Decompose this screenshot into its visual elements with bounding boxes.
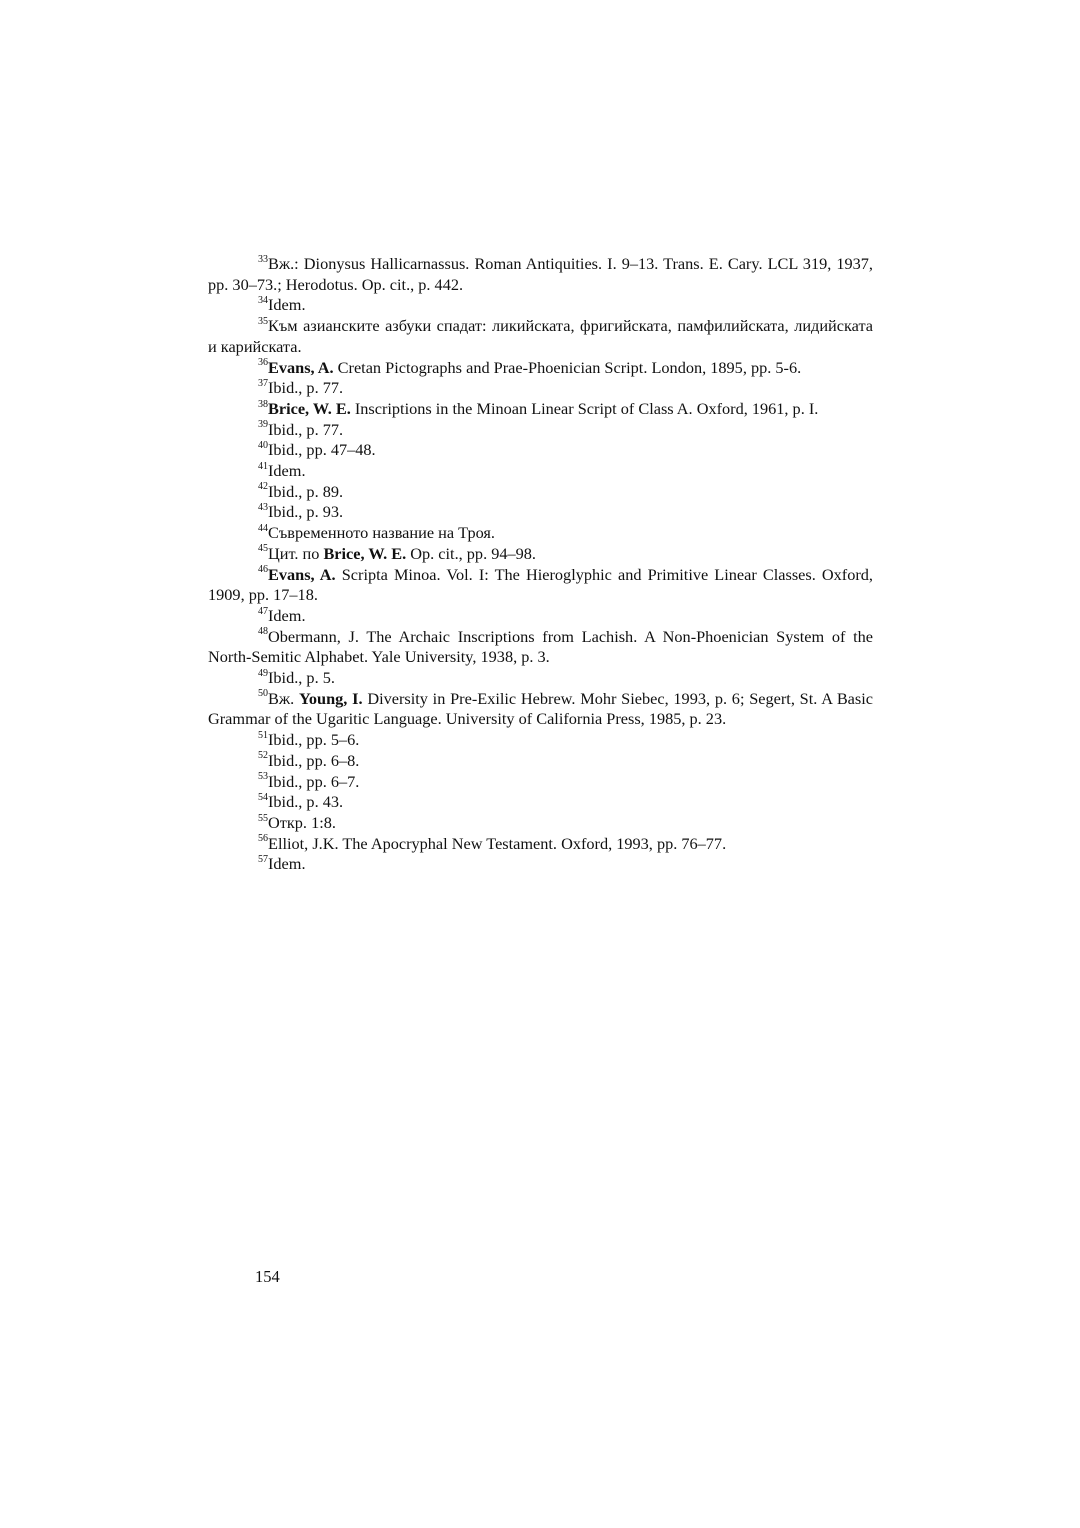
footnote xyxy=(208,378,873,399)
footnote-number: 55 xyxy=(258,812,268,824)
footnote-number: 34 xyxy=(258,294,268,306)
footnote-text: Idem. xyxy=(268,605,306,625)
footnote xyxy=(208,254,873,295)
footnote-text: Ibid., p. 77. xyxy=(268,419,344,439)
footnote-text: Ibid., pp. 6–8. xyxy=(268,750,360,770)
footnote-prefix: Вж.: xyxy=(268,254,304,273)
footnote xyxy=(208,565,873,606)
footnote-author: Evans, A. xyxy=(268,564,336,584)
footnote-number: 40 xyxy=(258,439,268,451)
footnote-text: Ibid., p. 93. xyxy=(268,502,344,522)
footnote-number: 54 xyxy=(258,791,268,803)
footnote-number: 43 xyxy=(258,502,268,514)
footnote xyxy=(208,772,873,793)
footnote-number: 49 xyxy=(258,667,268,679)
footnote-number: 46 xyxy=(258,564,268,576)
footnote-text: Ibid., p. 5. xyxy=(268,668,335,688)
footnote xyxy=(208,854,873,875)
footnote-number: 52 xyxy=(258,750,268,762)
footnote-number: 41 xyxy=(258,460,268,472)
footnote xyxy=(208,668,873,689)
footnote-text: Ibid., p. 43. xyxy=(268,792,344,812)
footnote-number: 56 xyxy=(258,833,268,845)
footnote xyxy=(208,523,873,544)
footnote xyxy=(208,834,873,855)
footnote-text: Idem. xyxy=(268,461,306,481)
footnote xyxy=(208,792,873,813)
footnote xyxy=(208,420,873,441)
footnote xyxy=(208,461,873,482)
footnote-text: Elliot, J.K. The Apocryphal New Testament. Oxford, 1993, pp. 76–77. xyxy=(268,833,727,853)
footnote-number: 44 xyxy=(258,522,268,534)
footnote-author: Brice, W. E. xyxy=(323,543,407,563)
footnote xyxy=(208,358,873,379)
footnote-number: 38 xyxy=(258,398,268,410)
footnote-number: 33 xyxy=(258,253,268,265)
footnote-number: 53 xyxy=(258,771,268,783)
footnote-number: 57 xyxy=(258,853,268,865)
footnote-text: Scripta Minoa. Vol. I: The Hieroglyphic and Primitive Linear Classes. Oxford, 1909, pp. 17–18. xyxy=(208,564,873,605)
footnote-number: 36 xyxy=(258,357,268,369)
footnote-text: Откр. 1:8. xyxy=(268,812,336,832)
footnote-text: Ibid., pp. 6–7. xyxy=(268,771,360,791)
footnote xyxy=(208,751,873,772)
footnote-text: Cretan Pictographs and Prae-Phoenician Script. London, 1895, pp. 5-6. xyxy=(333,357,802,377)
footnote xyxy=(208,544,873,565)
footnote-prefix: Вж. xyxy=(268,688,299,708)
footnote-number: 51 xyxy=(258,729,268,741)
footnote-number: 42 xyxy=(258,481,268,493)
footnote-text: Diversity in Pre-Exilic Hebrew. Mohr Siebec, 1993, p. 6; Segert, St. A Basic Grammar of the Ugaritic Language. University of California Press, 1985, p. 23. xyxy=(208,688,873,729)
footnote-author: Brice, W. E. xyxy=(268,398,351,418)
footnote-text: Obermann, J. The Archaic Inscriptions from Lachish. A Non-Phoenician System of the North-Semitic Alphabet. Yale University, 1938, p. 3. xyxy=(208,626,873,667)
footnote xyxy=(208,482,873,503)
footnote-text: Ibid., p. 77. xyxy=(268,378,344,398)
footnote-text: Op. cit., pp. 94–98. xyxy=(406,543,536,563)
footnote-prefix: Цит. по xyxy=(268,543,324,563)
footnote-number: 37 xyxy=(258,377,268,389)
footnote xyxy=(208,399,873,420)
footnote-text: Dionysus Hallicarnassus. Roman Antiquities. I. 9–13. Trans. E. Cary. LCL 319, 1937, pp. 30–73.; Herodotus. Op. cit., p. 442. xyxy=(208,254,873,294)
footnote xyxy=(208,689,873,730)
footnote-text: Idem. xyxy=(268,295,306,315)
footnote-number: 39 xyxy=(258,419,268,431)
footnote xyxy=(208,502,873,523)
footnote-number: 45 xyxy=(258,543,268,555)
footnote-number: 48 xyxy=(258,626,268,638)
footnote-author: Young, I. xyxy=(298,688,363,708)
page-number: 154 xyxy=(255,1267,280,1286)
footnote xyxy=(208,295,873,316)
footnotes-block xyxy=(208,254,873,875)
footnote-text: Ibid., p. 89. xyxy=(268,481,344,501)
footnote-text: Ibid., pp. 5–6. xyxy=(268,730,360,750)
footnote xyxy=(208,316,873,357)
footnote-number: 50 xyxy=(258,688,268,700)
footnote xyxy=(208,730,873,751)
footnote-text: Inscriptions in the Minoan Linear Script of Class A. Oxford, 1961, p. I. xyxy=(350,398,819,418)
footnote-text: Към азианските азбуки спадат: ликийската, фригийската, памфилийската, лидийската и карийската. xyxy=(208,316,873,356)
footnote-text: Idem. xyxy=(268,854,306,874)
footnote-text: Съвременното название на Троя. xyxy=(268,523,495,543)
footnote xyxy=(208,627,873,668)
footnote xyxy=(208,440,873,461)
footnote-author: Evans, A. xyxy=(268,357,334,377)
footnote-text: Ibid., pp. 47–48. xyxy=(268,440,376,460)
footnote-number: 35 xyxy=(258,315,268,327)
footnote xyxy=(208,813,873,834)
footnote xyxy=(208,606,873,627)
footnote-number: 47 xyxy=(258,605,268,617)
